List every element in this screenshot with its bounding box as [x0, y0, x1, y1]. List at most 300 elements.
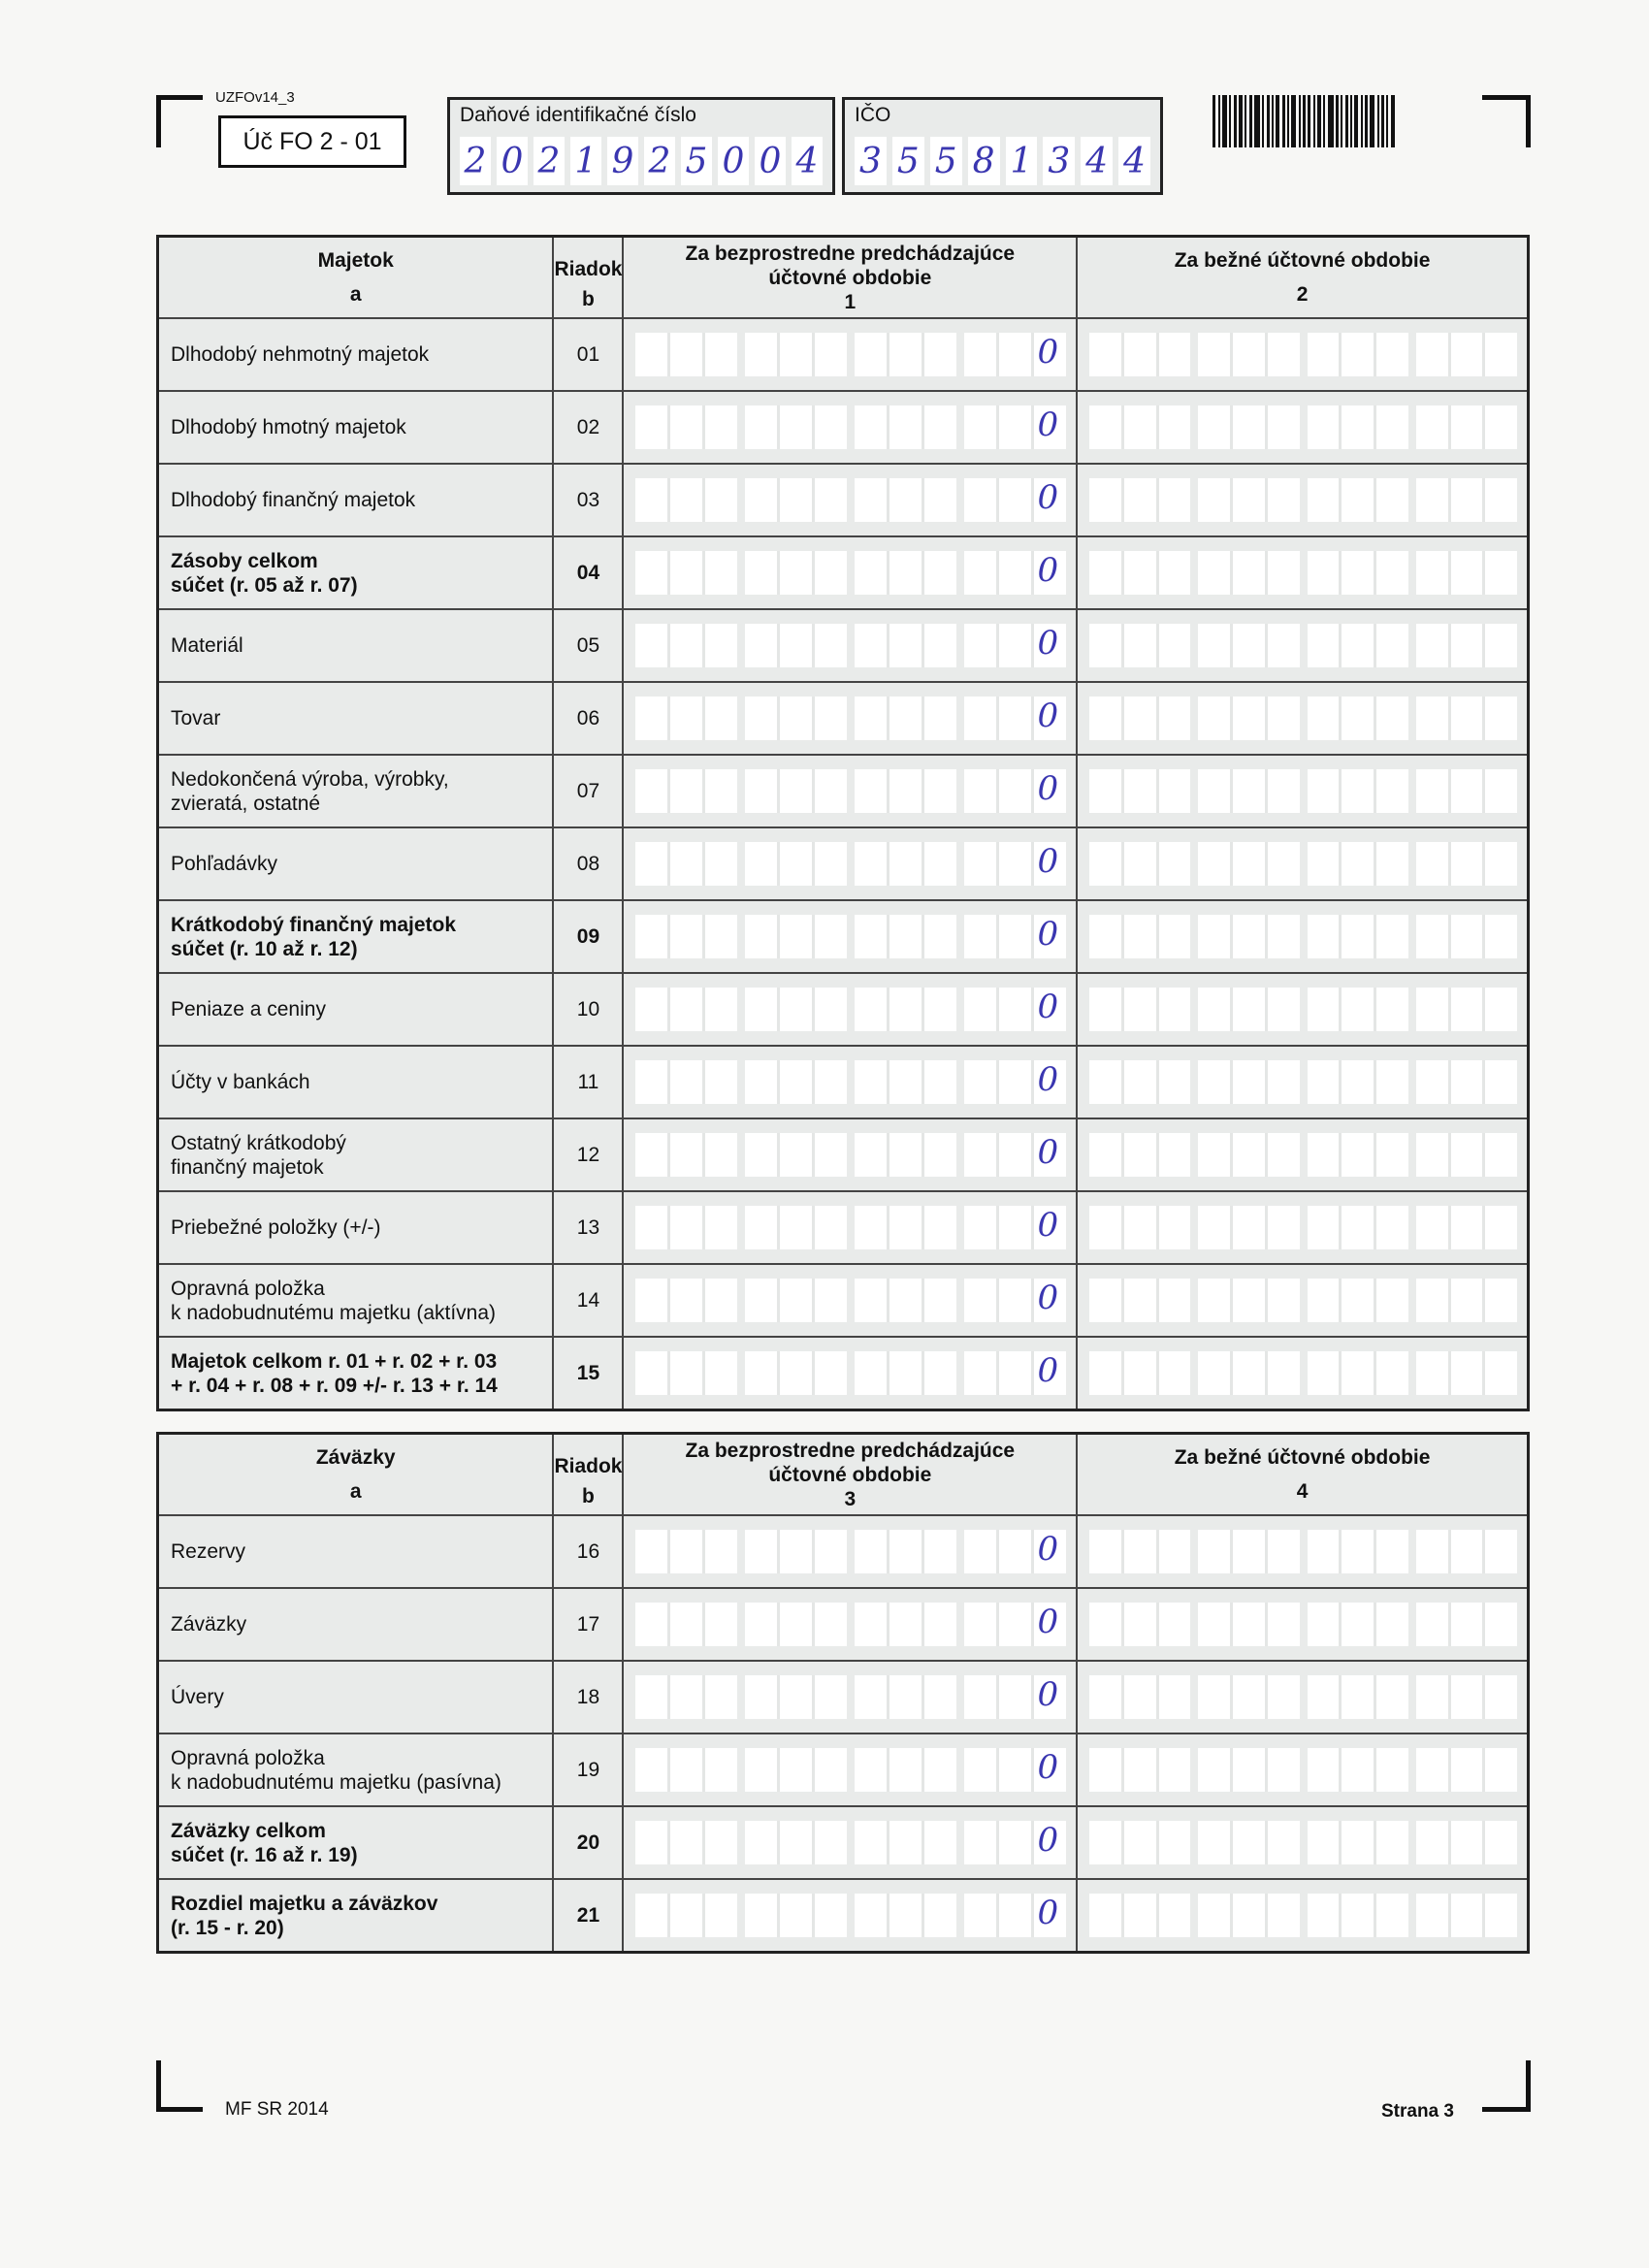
dic-field[interactable]: [460, 137, 823, 185]
digit-box[interactable]: [1376, 405, 1408, 449]
digit-box[interactable]: [964, 624, 999, 667]
digit-box[interactable]: [1089, 1675, 1124, 1719]
digit-box[interactable]: [705, 1748, 737, 1792]
current-period-field[interactable]: [1077, 391, 1528, 464]
digit-box[interactable]: [1159, 1133, 1191, 1177]
digit-box[interactable]: [635, 551, 670, 595]
digit-box[interactable]: [635, 1530, 670, 1573]
digit-cell[interactable]: 4: [1081, 137, 1113, 185]
digit-box[interactable]: [1124, 551, 1159, 595]
digit-cell[interactable]: 3: [855, 137, 887, 185]
digit-box[interactable]: [1342, 915, 1376, 958]
digit-box[interactable]: [964, 842, 999, 886]
digit-cell[interactable]: 1: [570, 137, 601, 185]
digit-box[interactable]: [1233, 988, 1268, 1031]
digit-box[interactable]: [924, 1060, 956, 1104]
digit-cell[interactable]: 2: [460, 137, 491, 185]
digit-box[interactable]: [855, 478, 889, 522]
digit-box[interactable]: [1451, 1894, 1486, 1937]
digit-box[interactable]: [1376, 842, 1408, 886]
digit-box[interactable]: [1198, 1060, 1233, 1104]
digit-box[interactable]: [1308, 1675, 1342, 1719]
current-period-field[interactable]: [1077, 1661, 1528, 1733]
digit-box[interactable]: [999, 1279, 1034, 1322]
digit-box[interactable]: [1485, 624, 1517, 667]
digit-box[interactable]: [889, 551, 924, 595]
digit-box[interactable]: [1308, 1133, 1342, 1177]
digit-box[interactable]: [635, 405, 670, 449]
digit-box[interactable]: [635, 1279, 670, 1322]
digit-box[interactable]: [1485, 988, 1517, 1031]
digit-box[interactable]: [1342, 1279, 1376, 1322]
digit-box[interactable]: [855, 1206, 889, 1249]
digit-box[interactable]: [745, 1748, 780, 1792]
digit-box[interactable]: [1159, 1206, 1191, 1249]
digit-box[interactable]: [670, 1060, 705, 1104]
digit-box[interactable]: [705, 1279, 737, 1322]
digit-box[interactable]: [1159, 1530, 1191, 1573]
digit-box[interactable]: [635, 1821, 670, 1864]
digit-box[interactable]: [815, 405, 847, 449]
digit-box[interactable]: [889, 1748, 924, 1792]
digit-box[interactable]: [635, 1894, 670, 1937]
digit-box[interactable]: [1376, 1351, 1408, 1395]
prev-period-field[interactable]: [623, 1806, 1077, 1879]
digit-box[interactable]: [1159, 1603, 1191, 1646]
digit-box[interactable]: [889, 1279, 924, 1322]
digit-box[interactable]: [999, 624, 1034, 667]
digit-box[interactable]: [855, 697, 889, 740]
prev-period-field[interactable]: [623, 609, 1077, 682]
digit-box[interactable]: [1451, 842, 1486, 886]
digit-box[interactable]: [1342, 1603, 1376, 1646]
digit-box[interactable]: [780, 333, 815, 376]
digit-box[interactable]: [964, 769, 999, 813]
digit-box[interactable]: [1159, 1675, 1191, 1719]
digit-box[interactable]: [670, 624, 705, 667]
digit-box[interactable]: [815, 624, 847, 667]
current-period-field[interactable]: [1077, 1588, 1528, 1661]
digit-box[interactable]: [1451, 1060, 1486, 1104]
digit-box[interactable]: [1124, 478, 1159, 522]
digit-box[interactable]: [1416, 1603, 1451, 1646]
digit-box[interactable]: [1308, 1748, 1342, 1792]
digit-box[interactable]: [1416, 551, 1451, 595]
digit-box[interactable]: [1308, 405, 1342, 449]
digit-box[interactable]: [780, 1603, 815, 1646]
digit-box[interactable]: [889, 478, 924, 522]
digit-box[interactable]: [1268, 769, 1300, 813]
digit-box[interactable]: [670, 333, 705, 376]
prev-period-field[interactable]: [623, 1588, 1077, 1661]
digit-box[interactable]: [670, 1351, 705, 1395]
digit-box[interactable]: [1416, 842, 1451, 886]
prev-period-field[interactable]: [623, 1264, 1077, 1337]
digit-cell[interactable]: 5: [892, 137, 924, 185]
digit-box[interactable]: [1124, 1060, 1159, 1104]
digit-box[interactable]: [1451, 988, 1486, 1031]
current-period-field[interactable]: [1077, 1733, 1528, 1806]
digit-box[interactable]: [1198, 333, 1233, 376]
digit-box[interactable]: [889, 769, 924, 813]
digit-box[interactable]: [780, 624, 815, 667]
digit-box[interactable]: [780, 1748, 815, 1792]
digit-box[interactable]: [1089, 1351, 1124, 1395]
digit-cell[interactable]: 1: [1006, 137, 1038, 185]
digit-box[interactable]: [889, 1206, 924, 1249]
digit-box[interactable]: [924, 697, 956, 740]
digit-box[interactable]: [964, 1530, 999, 1573]
digit-box[interactable]: [1376, 1675, 1408, 1719]
digit-box[interactable]: [1159, 1894, 1191, 1937]
digit-box[interactable]: [924, 1530, 956, 1573]
digit-box[interactable]: [1308, 478, 1342, 522]
digit-box[interactable]: [1308, 1603, 1342, 1646]
digit-box[interactable]: [745, 1060, 780, 1104]
digit-cell[interactable]: 2: [644, 137, 675, 185]
prev-period-field[interactable]: [623, 1879, 1077, 1953]
digit-box[interactable]: [1233, 1060, 1268, 1104]
digit-box[interactable]: [780, 405, 815, 449]
digit-box[interactable]: [1268, 915, 1300, 958]
digit-box[interactable]: [1159, 551, 1191, 595]
digit-box[interactable]: [1233, 1133, 1268, 1177]
digit-box[interactable]: [1159, 1351, 1191, 1395]
digit-box[interactable]: [1376, 915, 1408, 958]
digit-box[interactable]: [924, 988, 956, 1031]
digit-box[interactable]: [745, 842, 780, 886]
digit-box[interactable]: [1124, 1530, 1159, 1573]
digit-box[interactable]: [1342, 988, 1376, 1031]
digit-box[interactable]: [1198, 1603, 1233, 1646]
prev-period-field[interactable]: [623, 827, 1077, 900]
digit-box[interactable]: [1124, 1206, 1159, 1249]
digit-box[interactable]: [1342, 1894, 1376, 1937]
digit-box[interactable]: [999, 1603, 1034, 1646]
digit-box[interactable]: [964, 1060, 999, 1104]
digit-box[interactable]: [855, 988, 889, 1031]
digit-box[interactable]: [780, 1821, 815, 1864]
digit-box[interactable]: [964, 1821, 999, 1864]
digit-box[interactable]: [745, 1133, 780, 1177]
prev-period-field[interactable]: [623, 1733, 1077, 1806]
digit-box[interactable]: [924, 333, 956, 376]
digit-box[interactable]: [1268, 405, 1300, 449]
digit-box[interactable]: [815, 1060, 847, 1104]
current-period-field[interactable]: [1077, 464, 1528, 536]
digit-box[interactable]: [1233, 624, 1268, 667]
digit-box[interactable]: [1198, 624, 1233, 667]
digit-box[interactable]: [705, 333, 737, 376]
digit-box[interactable]: [1233, 551, 1268, 595]
digit-box[interactable]: [745, 1206, 780, 1249]
digit-box[interactable]: [705, 1894, 737, 1937]
digit-box[interactable]: [780, 1530, 815, 1573]
digit-box[interactable]: [1124, 1894, 1159, 1937]
current-period-field[interactable]: [1077, 755, 1528, 827]
digit-box[interactable]: [1159, 405, 1191, 449]
digit-box[interactable]: [999, 1748, 1034, 1792]
digit-box[interactable]: [1233, 842, 1268, 886]
digit-box[interactable]: [1308, 1206, 1342, 1249]
digit-box[interactable]: [1416, 1351, 1451, 1395]
digit-box[interactable]: [1268, 1821, 1300, 1864]
digit-box[interactable]: [1233, 478, 1268, 522]
digit-box[interactable]: [924, 842, 956, 886]
digit-box[interactable]: [1124, 1279, 1159, 1322]
digit-box[interactable]: [1451, 697, 1486, 740]
digit-box[interactable]: [1376, 1748, 1408, 1792]
digit-box[interactable]: [1451, 333, 1486, 376]
prev-period-field[interactable]: [623, 755, 1077, 827]
digit-box[interactable]: [999, 1675, 1034, 1719]
digit-box[interactable]: [889, 1530, 924, 1573]
digit-box[interactable]: [1124, 1748, 1159, 1792]
digit-box[interactable]: [745, 915, 780, 958]
digit-box[interactable]: [745, 1530, 780, 1573]
digit-box[interactable]: [1485, 1603, 1517, 1646]
digit-box[interactable]: [1198, 988, 1233, 1031]
digit-box[interactable]: [889, 1894, 924, 1937]
digit-box[interactable]: [1376, 988, 1408, 1031]
digit-box[interactable]: [855, 915, 889, 958]
digit-cell[interactable]: 8: [968, 137, 1000, 185]
digit-box[interactable]: [1376, 1821, 1408, 1864]
digit-box[interactable]: [780, 551, 815, 595]
digit-box[interactable]: [780, 1206, 815, 1249]
current-period-field[interactable]: [1077, 609, 1528, 682]
current-period-field[interactable]: [1077, 1879, 1528, 1953]
digit-box[interactable]: [855, 1530, 889, 1573]
digit-box[interactable]: [1416, 1133, 1451, 1177]
digit-box[interactable]: [1089, 769, 1124, 813]
digit-box[interactable]: [1124, 988, 1159, 1031]
digit-box[interactable]: [1451, 405, 1486, 449]
digit-box[interactable]: [855, 1894, 889, 1937]
digit-box[interactable]: [1198, 1821, 1233, 1864]
digit-box[interactable]: [745, 551, 780, 595]
digit-box[interactable]: [1124, 1675, 1159, 1719]
digit-box[interactable]: [1376, 478, 1408, 522]
digit-box[interactable]: [1268, 1279, 1300, 1322]
digit-box[interactable]: [1233, 1675, 1268, 1719]
digit-box[interactable]: [1268, 1748, 1300, 1792]
digit-box[interactable]: [1124, 1821, 1159, 1864]
digit-box[interactable]: [1159, 842, 1191, 886]
digit-box[interactable]: [815, 1894, 847, 1937]
digit-box[interactable]: [889, 697, 924, 740]
digit-box[interactable]: [1268, 1133, 1300, 1177]
digit-box[interactable]: [1342, 333, 1376, 376]
digit-box[interactable]: [745, 624, 780, 667]
digit-box[interactable]: [1268, 1060, 1300, 1104]
digit-box[interactable]: [1268, 1603, 1300, 1646]
digit-box[interactable]: [924, 769, 956, 813]
digit-box[interactable]: [999, 1821, 1034, 1864]
digit-box[interactable]: [670, 915, 705, 958]
digit-box[interactable]: [999, 842, 1034, 886]
digit-box[interactable]: [964, 1351, 999, 1395]
digit-box[interactable]: [1124, 1133, 1159, 1177]
digit-box[interactable]: [1485, 1530, 1517, 1573]
digit-box[interactable]: [889, 1603, 924, 1646]
prev-period-field[interactable]: [623, 1661, 1077, 1733]
digit-box[interactable]: [745, 1821, 780, 1864]
digit-box[interactable]: [855, 769, 889, 813]
digit-box[interactable]: [1485, 842, 1517, 886]
digit-box[interactable]: [999, 333, 1034, 376]
digit-box[interactable]: [1416, 988, 1451, 1031]
digit-box[interactable]: [635, 333, 670, 376]
digit-box[interactable]: [1159, 1279, 1191, 1322]
digit-box[interactable]: [1342, 1351, 1376, 1395]
prev-period-field[interactable]: [623, 1337, 1077, 1410]
digit-box[interactable]: [964, 1894, 999, 1937]
digit-box[interactable]: [1416, 333, 1451, 376]
digit-box[interactable]: [924, 478, 956, 522]
digit-box[interactable]: [1485, 1351, 1517, 1395]
digit-box[interactable]: [670, 1675, 705, 1719]
digit-box[interactable]: [1124, 1351, 1159, 1395]
digit-cell[interactable]: 0: [755, 137, 786, 185]
digit-box[interactable]: [1308, 1351, 1342, 1395]
digit-box[interactable]: [705, 624, 737, 667]
digit-cell[interactable]: 3: [1043, 137, 1075, 185]
prev-period-field[interactable]: [623, 1046, 1077, 1118]
digit-box[interactable]: [1308, 842, 1342, 886]
digit-box[interactable]: [1089, 478, 1124, 522]
digit-box[interactable]: [1342, 405, 1376, 449]
digit-box[interactable]: [635, 1133, 670, 1177]
digit-box[interactable]: [1416, 1206, 1451, 1249]
digit-box[interactable]: [1159, 333, 1191, 376]
digit-box[interactable]: [780, 769, 815, 813]
digit-box[interactable]: [1308, 1894, 1342, 1937]
digit-box[interactable]: [670, 1279, 705, 1322]
digit-box[interactable]: [1308, 624, 1342, 667]
digit-box[interactable]: [1485, 1279, 1517, 1322]
digit-box[interactable]: [1308, 1279, 1342, 1322]
digit-box[interactable]: [705, 988, 737, 1031]
digit-box[interactable]: [889, 405, 924, 449]
current-period-field[interactable]: [1077, 973, 1528, 1046]
digit-box[interactable]: [1089, 1821, 1124, 1864]
digit-box[interactable]: [1089, 988, 1124, 1031]
digit-box[interactable]: [964, 405, 999, 449]
digit-box[interactable]: [780, 1060, 815, 1104]
digit-box[interactable]: [1376, 551, 1408, 595]
digit-box[interactable]: [1233, 1530, 1268, 1573]
digit-box[interactable]: [1308, 915, 1342, 958]
digit-box[interactable]: [1198, 1279, 1233, 1322]
digit-box[interactable]: [815, 769, 847, 813]
digit-box[interactable]: [889, 1133, 924, 1177]
digit-box[interactable]: [1416, 1060, 1451, 1104]
digit-box[interactable]: [999, 478, 1034, 522]
digit-box[interactable]: [1124, 769, 1159, 813]
digit-box[interactable]: [635, 1603, 670, 1646]
digit-box[interactable]: [855, 333, 889, 376]
digit-box[interactable]: [1198, 405, 1233, 449]
digit-box[interactable]: [1268, 697, 1300, 740]
digit-box[interactable]: [1416, 624, 1451, 667]
digit-box[interactable]: [1416, 1748, 1451, 1792]
digit-box[interactable]: [780, 697, 815, 740]
digit-box[interactable]: [999, 405, 1034, 449]
digit-box[interactable]: [1159, 624, 1191, 667]
digit-box[interactable]: [1376, 1133, 1408, 1177]
digit-box[interactable]: [1198, 697, 1233, 740]
digit-box[interactable]: [1089, 1894, 1124, 1937]
digit-box[interactable]: [1451, 1675, 1486, 1719]
digit-box[interactable]: [1451, 1603, 1486, 1646]
digit-box[interactable]: [780, 915, 815, 958]
digit-box[interactable]: [1342, 842, 1376, 886]
digit-box[interactable]: [1376, 697, 1408, 740]
prev-period-field[interactable]: [623, 464, 1077, 536]
digit-box[interactable]: [705, 1060, 737, 1104]
digit-box[interactable]: [1159, 769, 1191, 813]
digit-box[interactable]: [745, 1279, 780, 1322]
digit-box[interactable]: [815, 988, 847, 1031]
prev-period-field[interactable]: [623, 318, 1077, 391]
current-period-field[interactable]: [1077, 1118, 1528, 1191]
digit-box[interactable]: [1485, 1821, 1517, 1864]
digit-box[interactable]: [745, 769, 780, 813]
digit-box[interactable]: [1233, 1279, 1268, 1322]
digit-box[interactable]: [1233, 1748, 1268, 1792]
digit-box[interactable]: [1342, 478, 1376, 522]
digit-box[interactable]: [705, 1603, 737, 1646]
digit-box[interactable]: [924, 551, 956, 595]
digit-box[interactable]: [1124, 697, 1159, 740]
digit-box[interactable]: [924, 1748, 956, 1792]
digit-box[interactable]: [999, 1351, 1034, 1395]
digit-box[interactable]: [1089, 1060, 1124, 1104]
digit-box[interactable]: [1233, 769, 1268, 813]
current-period-field[interactable]: [1077, 900, 1528, 973]
digit-box[interactable]: [964, 333, 999, 376]
digit-box[interactable]: [924, 1279, 956, 1322]
digit-box[interactable]: [815, 697, 847, 740]
digit-box[interactable]: [924, 1675, 956, 1719]
digit-box[interactable]: [745, 1675, 780, 1719]
digit-box[interactable]: [670, 1894, 705, 1937]
digit-box[interactable]: [745, 697, 780, 740]
digit-box[interactable]: [1308, 1060, 1342, 1104]
digit-box[interactable]: [1089, 842, 1124, 886]
digit-box[interactable]: [1124, 842, 1159, 886]
digit-box[interactable]: [924, 1133, 956, 1177]
digit-box[interactable]: [1485, 1206, 1517, 1249]
digit-box[interactable]: [1233, 405, 1268, 449]
digit-box[interactable]: [1124, 405, 1159, 449]
digit-box[interactable]: [635, 1675, 670, 1719]
digit-box[interactable]: [635, 1351, 670, 1395]
digit-box[interactable]: [1376, 769, 1408, 813]
digit-box[interactable]: [1233, 915, 1268, 958]
digit-box[interactable]: [855, 551, 889, 595]
digit-box[interactable]: [1198, 1351, 1233, 1395]
digit-box[interactable]: [1376, 1603, 1408, 1646]
digit-box[interactable]: [855, 1279, 889, 1322]
digit-box[interactable]: [1233, 333, 1268, 376]
digit-box[interactable]: [1416, 1821, 1451, 1864]
digit-box[interactable]: [670, 988, 705, 1031]
digit-box[interactable]: [815, 915, 847, 958]
digit-box[interactable]: [705, 1821, 737, 1864]
digit-box[interactable]: [1376, 1206, 1408, 1249]
